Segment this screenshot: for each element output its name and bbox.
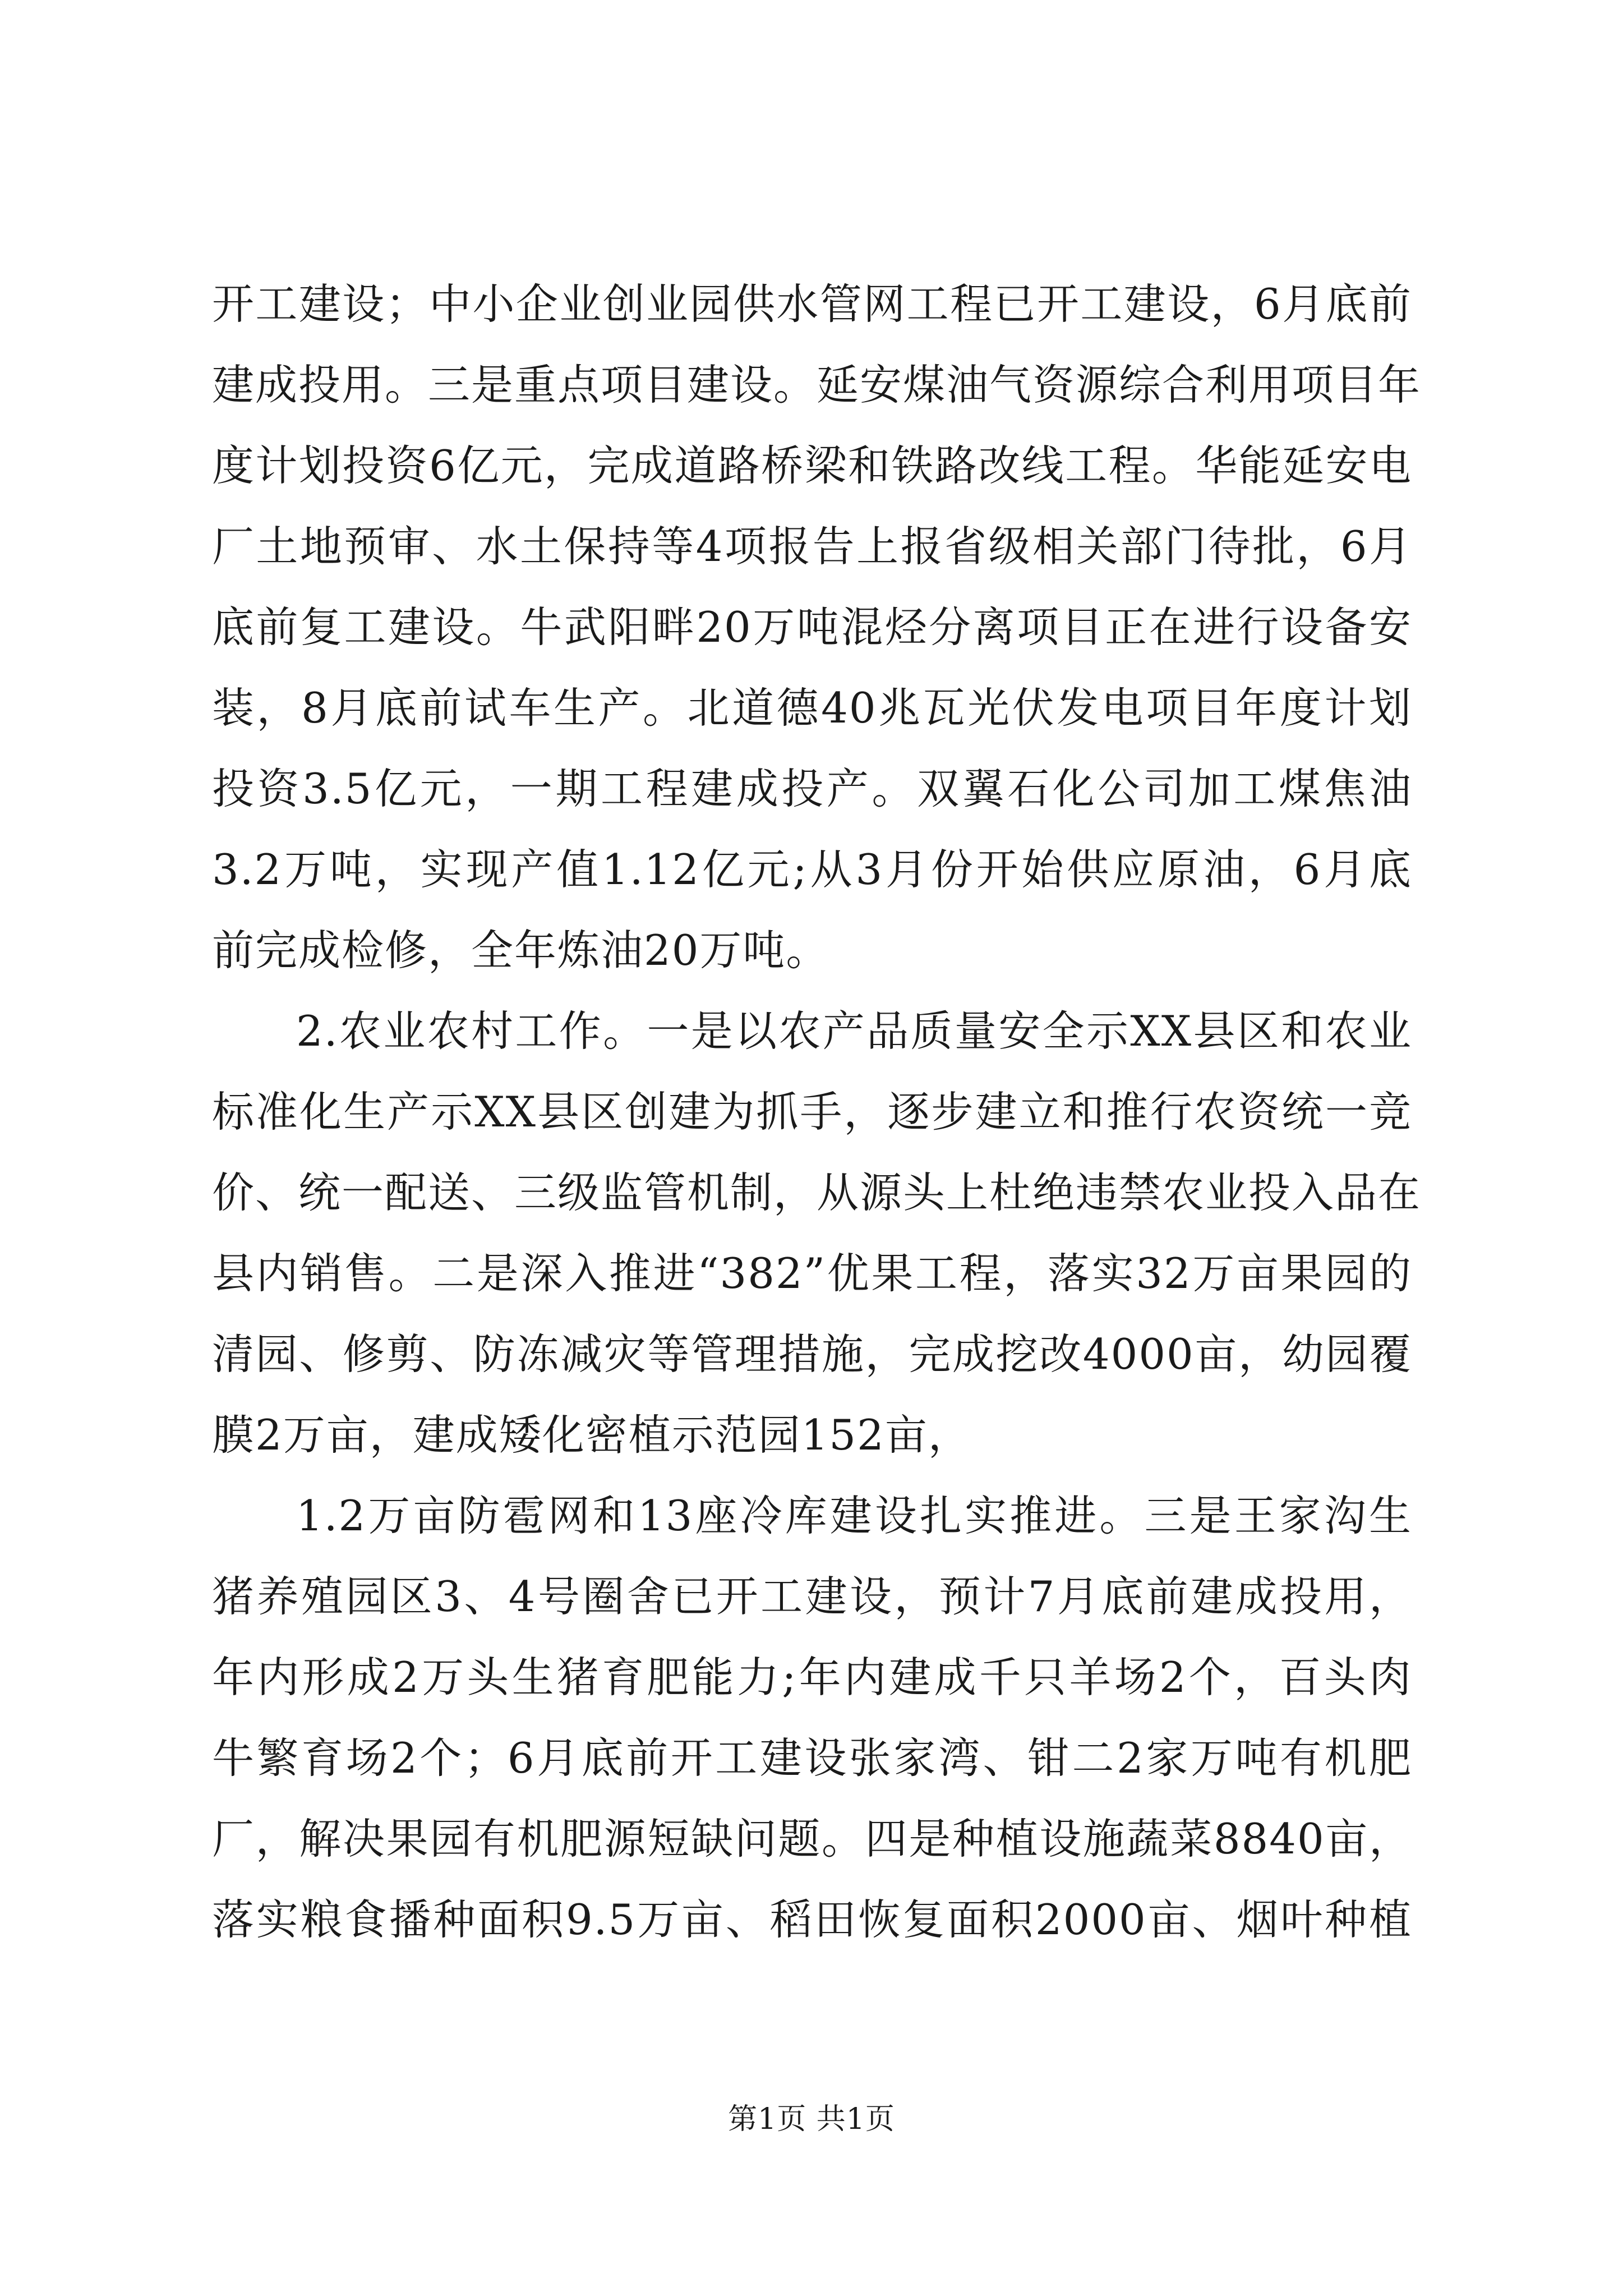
page-footer bbox=[0, 2095, 1623, 2137]
text-line: 牛繁育场2个；6月底前开工建设张家湾、钳二2家万吨有机肥 bbox=[212, 1733, 1412, 1783]
text-line: 建成投用。三是重点项目建设。延安煤油气资源综合利用项目年 bbox=[212, 360, 1422, 409]
text-line: 年内形成2万头生猪育肥能力;年内建成千只羊场2个，百头肉 bbox=[212, 1653, 1412, 1702]
text-line: 膜2万亩，建成矮化密植示范园152亩， bbox=[212, 1410, 971, 1460]
text-line: 装，8月底前试车生产。北道德40兆瓦光伏发电项目年度计划 bbox=[212, 683, 1412, 733]
text-line: 前完成检修，全年炼油20万吨。 bbox=[212, 926, 829, 975]
paragraph-1 bbox=[212, 264, 1422, 991]
text-line: 清园、修剪、防冻减灾等管理措施，完成挖改4000亩，幼园覆 bbox=[212, 1329, 1412, 1379]
text-line: 度计划投资6亿元，完成道路桥梁和铁路改线工程。华能延安电 bbox=[212, 441, 1412, 490]
page-number-label: 第1页 共1页 bbox=[728, 2102, 895, 2136]
text-line: 底前复工建设。牛武阳畔20万吨混烃分离项目正在进行设备安 bbox=[212, 602, 1412, 652]
text-line: 猪养殖园区3、4号圈舍已开工建设，预计7月底前建成投用， bbox=[212, 1572, 1412, 1621]
text-line: 投资3.5亿元，一期工程建成投产。双翼石化公司加工煤焦油 bbox=[212, 764, 1412, 813]
text-line: 厂土地预审、水土保持等4项报告上报省级相关部门待批，6月 bbox=[212, 522, 1412, 571]
text-line: 2.农业农村工作。一是以农产品质量安全示XX县区和农业 bbox=[296, 1006, 1412, 1056]
text-line: 落实粮食播种面积9.5万亩、稻田恢复面积2000亩、烟叶种植 bbox=[212, 1895, 1412, 1944]
paragraph-2 bbox=[212, 991, 1422, 1475]
text-line: 1.2万亩防雹网和13座冷库建设扎实推进。三是王家沟生 bbox=[296, 1491, 1412, 1540]
text-line: 厂，解决果园有机肥源短缺问题。四是种植设施蔬菜8840亩， bbox=[212, 1814, 1412, 1864]
text-line: 开工建设；中小企业创业园供水管网工程已开工建设，6月底前 bbox=[212, 279, 1412, 329]
document-body bbox=[212, 264, 1422, 1960]
paragraph-3 bbox=[212, 1475, 1412, 1960]
text-line: 价、统一配送、三级监管机制，从源头上杜绝违禁农业投入品在 bbox=[212, 1168, 1422, 1217]
text-line: 标准化生产示XX县区创建为抓手，逐步建立和推行农资统一竞 bbox=[212, 1087, 1412, 1137]
text-line: 3.2万吨，实现产值1.12亿元;从3月份开始供应原油，6月底 bbox=[212, 845, 1412, 894]
text-line: 县内销售。二是深入推进“382”优果工程，落实32万亩果园的 bbox=[212, 1249, 1412, 1298]
